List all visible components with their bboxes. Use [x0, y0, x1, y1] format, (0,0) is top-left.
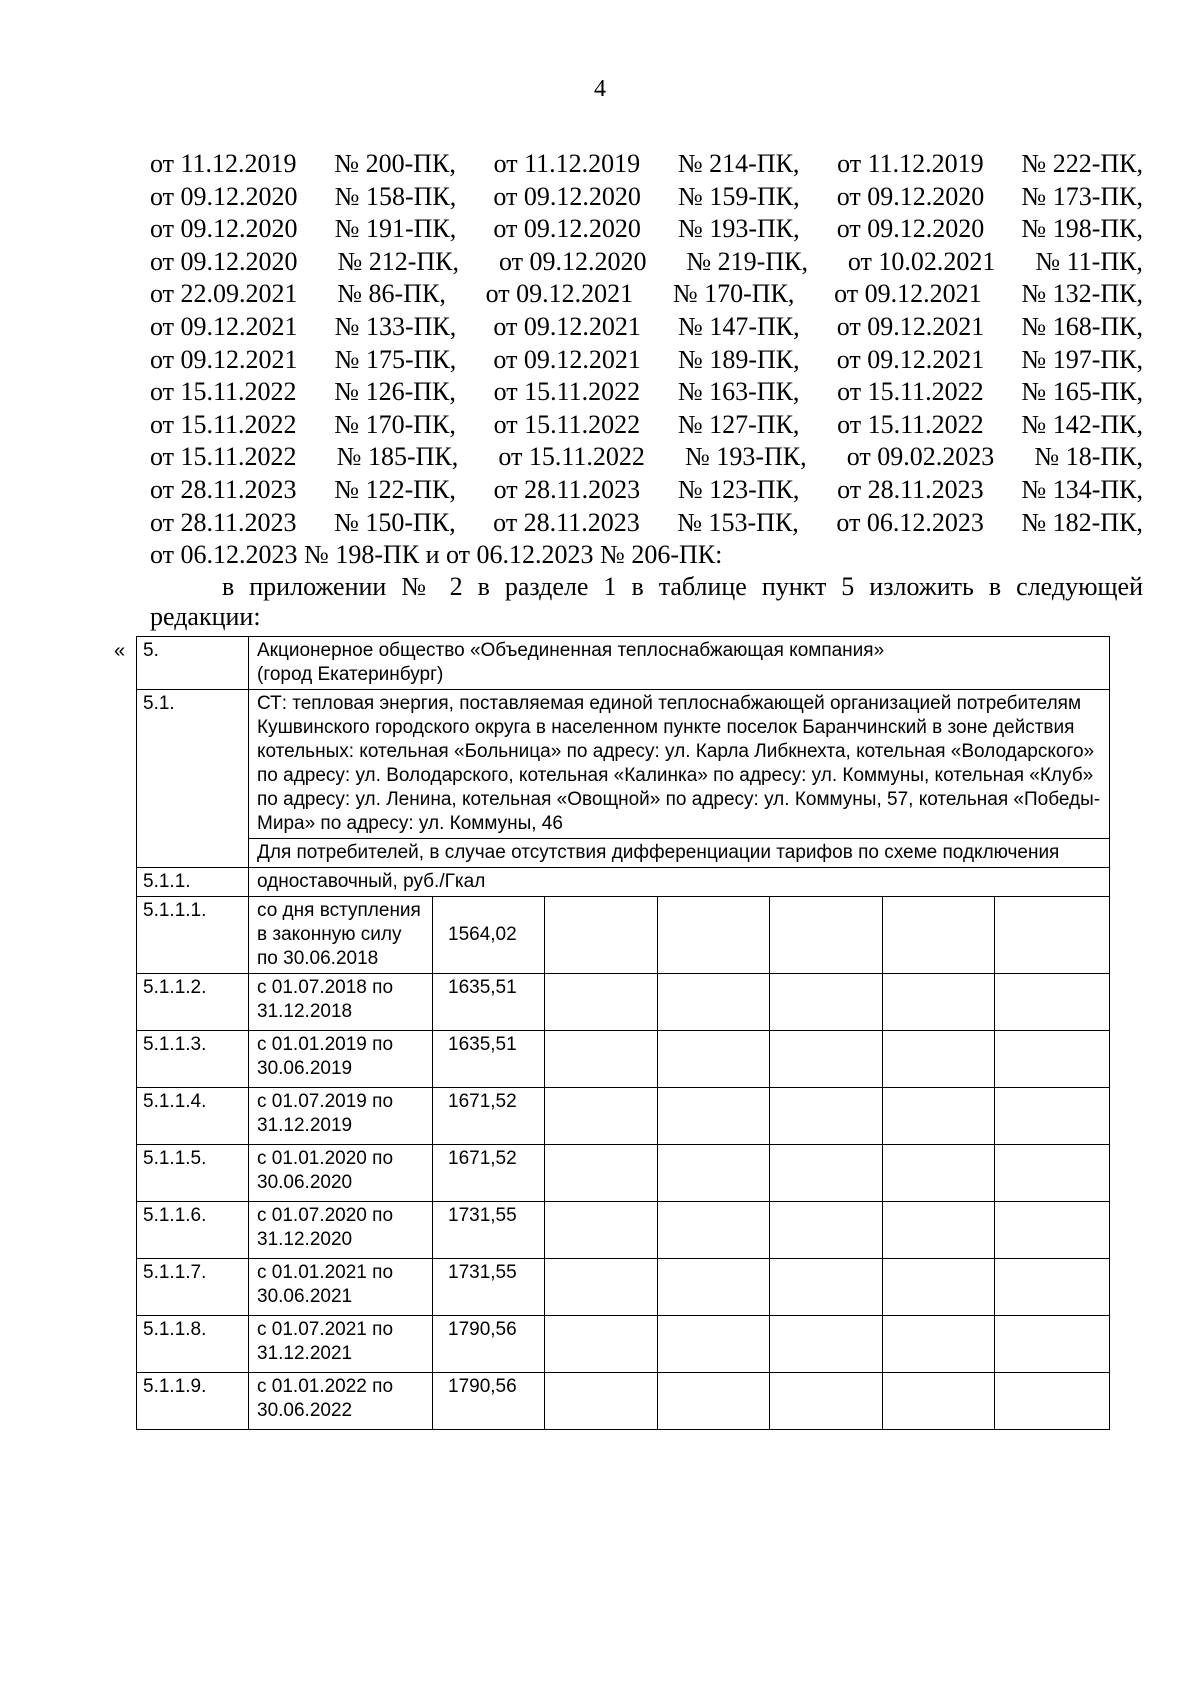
empty-cell [658, 1373, 770, 1430]
empty-cell [545, 1031, 658, 1088]
table-row [137, 897, 1110, 974]
reference-line: от 09.12.2020 № 158-ПК, от 09.12.2020 № 159-ПК, от 09.12.2020 № 173-ПК, [150, 181, 1143, 211]
tariff-value-cell: 1790,56 [433, 1373, 545, 1430]
tariff-value-cell: 1635,51 [433, 974, 545, 1031]
reference-line: от 22.09.2021 № 86-ПК, от 09.12.2021 № 170-ПК, от 09.12.2021 № 132-ПК, [150, 279, 1143, 309]
table-row [137, 690, 1110, 839]
empty-cell [658, 1088, 770, 1145]
empty-cell [545, 1316, 658, 1373]
amendment-line-1: в приложении № 2 в разделе 1 в таблице пункт 5 изложить в следующей [222, 572, 1143, 601]
empty-cell [658, 1145, 770, 1202]
empty-cell [770, 897, 883, 974]
empty-cell [545, 1088, 658, 1145]
empty-cell [883, 1088, 995, 1145]
empty-cell [995, 1202, 1110, 1259]
empty-cell [770, 1316, 883, 1373]
reference-last-line: от 06.12.2023 № 198-ПК и от 06.12.2023 № 206-ПК: [150, 540, 723, 570]
empty-cell [883, 1202, 995, 1259]
tariff-value-cell: 1671,52 [433, 1088, 545, 1145]
service-description-cell: СТ: тепловая энергия, поставляемая единой теплоснабжающей организацией потребителям Кушвинского городского округа в населенном пункте поселок Баранчинский в зоне действия котельных: котельная «Больница» по адресу: ул. Карла Либкнехта, котельная «Володарского» по адресу: ул. Володарского, котельная «Калинка» по адресу: ул. Коммуны, котельная «Клуб» по адресу: ул. Ленина, котельная «Овощной» по адресу: ул. Коммуны, 57, котельная «Победы-Мира» по адресу: ул. Коммуны, 46 [249, 690, 1110, 839]
empty-cell [770, 1373, 883, 1430]
table-row [137, 1145, 1110, 1202]
empty-cell [995, 1373, 1110, 1430]
row-number: 5.1.1.4. [137, 1088, 249, 1145]
decree-references [150, 148, 1143, 572]
empty-cell [545, 1202, 658, 1259]
empty-cell [770, 1088, 883, 1145]
empty-cell [883, 974, 995, 1031]
table-row [137, 839, 1110, 868]
period-cell: с 01.01.2019 по 30.06.2019 [249, 1031, 433, 1088]
reference-line: от 09.12.2021 № 133-ПК, от 09.12.2021 № 147-ПК, от 09.12.2021 № 168-ПК, [150, 311, 1143, 341]
reference-line: от 28.11.2023 № 122-ПК, от 28.11.2023 № 123-ПК, от 28.11.2023 № 134-ПК, [150, 474, 1143, 504]
reference-line: от 09.12.2020 № 212-ПК, от 09.12.2020 № 219-ПК, от 10.02.2021 № 11-ПК, [150, 246, 1143, 276]
table-row [137, 1088, 1110, 1145]
empty-cell [770, 1031, 883, 1088]
empty-cell [770, 974, 883, 1031]
organization-cell: Акционерное общество «Объединенная теплоснабжающая компания» (город Екатеринбург) [249, 637, 1110, 690]
empty-cell [995, 1316, 1110, 1373]
consumers-cell: Для потребителей, в случае отсутствия дифференциации тарифов по схеме подключения [249, 839, 1110, 868]
reference-line: от 15.11.2022 № 185-ПК, от 15.11.2022 № 193-ПК, от 09.02.2023 № 18-ПК, [150, 442, 1143, 472]
empty-cell [658, 1031, 770, 1088]
empty-cell [995, 1259, 1110, 1316]
empty-cell [883, 1316, 995, 1373]
table-row [137, 974, 1110, 1031]
empty-cell [770, 1145, 883, 1202]
tariff-value-cell: 1731,55 [433, 1259, 545, 1316]
empty-cell [545, 1259, 658, 1316]
tariff-value-cell: 1564,02 [433, 897, 545, 974]
period-cell: с 01.07.2020 по 31.12.2020 [249, 1202, 433, 1259]
reference-line: от 15.11.2022 № 126-ПК, от 15.11.2022 № 163-ПК, от 15.11.2022 № 165-ПК, [150, 377, 1143, 407]
tariff-value-cell: 1790,56 [433, 1316, 545, 1373]
amendment-paragraph [150, 572, 1143, 632]
row-number: 5.1.1.1. [137, 897, 249, 974]
empty-cell [658, 974, 770, 1031]
reference-line: от 11.12.2019 № 200-ПК, от 11.12.2019 № 214-ПК, от 11.12.2019 № 222-ПК, [150, 149, 1143, 178]
empty-cell [658, 1259, 770, 1316]
empty-cell [545, 1145, 658, 1202]
tariff-value-cell: 1671,52 [433, 1145, 545, 1202]
row-number: 5. [137, 637, 249, 690]
table-row [137, 1031, 1110, 1088]
period-cell: с 01.01.2021 по 30.06.2021 [249, 1259, 433, 1316]
tariff-table [136, 636, 1110, 1430]
period-cell: со дня вступления в законную силу по 30.06.2018 [249, 897, 433, 974]
reference-line: от 28.11.2023 № 150-ПК, от 28.11.2023 № 153-ПК, от 06.12.2023 № 182-ПК, [150, 507, 1143, 537]
empty-cell [545, 974, 658, 1031]
table-row [137, 868, 1110, 897]
table-row [137, 1373, 1110, 1430]
empty-cell [658, 1316, 770, 1373]
empty-cell [995, 974, 1110, 1031]
table-row [137, 1259, 1110, 1316]
empty-cell [770, 1202, 883, 1259]
empty-cell [883, 1145, 995, 1202]
row-number: 5.1.1.5. [137, 1145, 249, 1202]
empty-cell [658, 1202, 770, 1259]
period-cell: с 01.01.2022 по 30.06.2022 [249, 1373, 433, 1430]
row-number: 5.1.1.6. [137, 1202, 249, 1259]
period-cell: с 01.07.2021 по 31.12.2021 [249, 1316, 433, 1373]
opening-quote: « [114, 640, 126, 662]
rate-type-cell: одноставочный, руб./Гкал [249, 868, 1110, 897]
empty-cell [770, 1259, 883, 1316]
row-number: 5.1.1.8. [137, 1316, 249, 1373]
empty-cell [995, 1031, 1110, 1088]
row-number: 5.1.1.3. [137, 1031, 249, 1088]
reference-line: от 15.11.2022 № 170-ПК, от 15.11.2022 № 127-ПК, от 15.11.2022 № 142-ПК, [150, 409, 1143, 439]
amendment-line-2: редакции: [150, 602, 261, 631]
row-number: 5.1.1.9. [137, 1373, 249, 1430]
row-number: 5.1. [137, 690, 249, 868]
empty-cell [545, 897, 658, 974]
period-cell: с 01.01.2020 по 30.06.2020 [249, 1145, 433, 1202]
empty-cell [883, 1259, 995, 1316]
empty-cell [883, 1031, 995, 1088]
period-cell: с 01.07.2019 по 31.12.2019 [249, 1088, 433, 1145]
reference-line: от 09.12.2021 № 175-ПК, от 09.12.2021 № 189-ПК, от 09.12.2021 № 197-ПК, [150, 344, 1143, 374]
empty-cell [995, 897, 1110, 974]
empty-cell [545, 1373, 658, 1430]
period-cell: с 01.07.2018 по 31.12.2018 [249, 974, 433, 1031]
row-number: 5.1.1.7. [137, 1259, 249, 1316]
empty-cell [883, 897, 995, 974]
empty-cell [658, 897, 770, 974]
empty-cell [883, 1373, 995, 1430]
reference-line: от 09.12.2020 № 191-ПК, от 09.12.2020 № 193-ПК, от 09.12.2020 № 198-ПК, [150, 214, 1143, 244]
page-number: 4 [594, 76, 606, 102]
table-row [137, 637, 1110, 690]
table-row [137, 1316, 1110, 1373]
empty-cell [995, 1088, 1110, 1145]
tariff-value-cell: 1635,51 [433, 1031, 545, 1088]
tariff-value-cell: 1731,55 [433, 1202, 545, 1259]
row-number: 5.1.1.2. [137, 974, 249, 1031]
empty-cell [995, 1145, 1110, 1202]
table-row [137, 1202, 1110, 1259]
row-number: 5.1.1. [137, 868, 249, 897]
